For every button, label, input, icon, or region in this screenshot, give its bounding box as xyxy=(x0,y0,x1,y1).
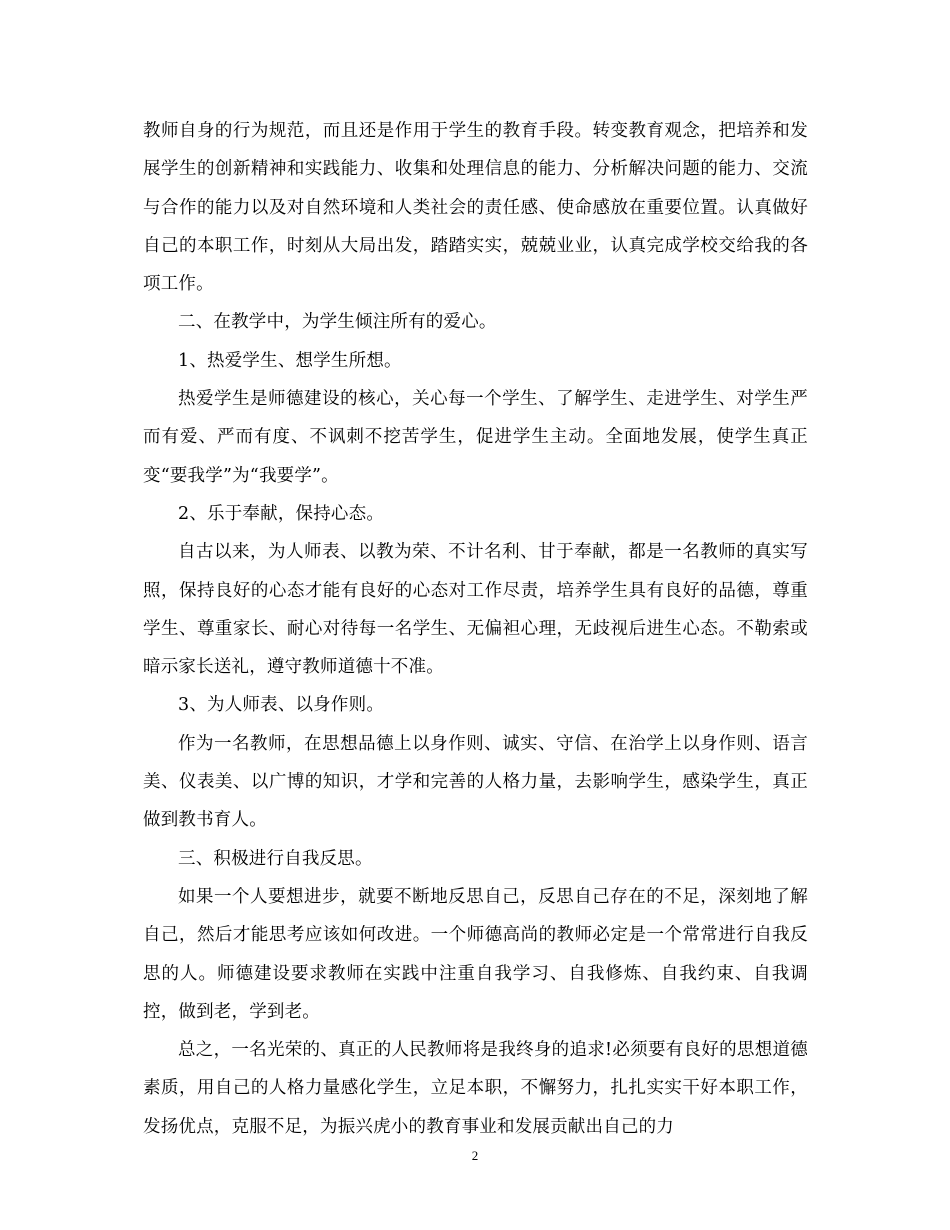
subheading-3: 3、为人师表、以身作则。 xyxy=(178,695,385,716)
paragraph-dedication: 自古以来，为人师表、以教为荣、不计名利、甘于奉献，都是一名教师的真实写照，保持良好的心态才能有良好的心态对工作尽责，培养学生具有良好的品德，尊重学生、尊重家长、耐心对待每一名学生、无偏袒心理，无歧视后进生心态。不勒索或暗示家长送礼，遵守教师道德十不准。 xyxy=(143,542,808,678)
subheading-1: 1、热爱学生、想学生所想。 xyxy=(178,350,402,371)
paragraph-continuation: 教师自身的行为规范，而且还是作用于学生的教育手段。转变教育观念，把培养和发展学生的创新精神和实践能力、收集和处理信息的能力、分析解决问题的能力、交流与合作的能力以及对自然环境和人类社会的责任感、使命感放在重要位置。认真做好自己的本职工作，时刻从大局出发，踏踏实实，兢兢业业，认真完成学校交给我的各项工作。 xyxy=(143,121,808,295)
document-body xyxy=(143,112,808,1146)
paragraph-love-students: 热爱学生是师德建设的核心，关心每一个学生、了解学生、走进学生、对学生严而有爱、严而有度、不讽刺不挖苦学生，促进学生主动。全面地发展，使学生真正变“要我学”为“我要学”。 xyxy=(143,389,808,486)
paragraph-role-model: 作为一名教师，在思想品德上以身作则、诚实、守信、在治学上以身作则、语言美、仪表美、以广博的知识，才学和完善的人格力量，去影响学生，感染学生，真正做到教书育人。 xyxy=(143,733,808,831)
paragraph-conclusion: 总之，一名光荣的、真正的人民教师将是我终身的追求!必须要有良好的思想道德素质，用自己的人格力量感化学生，立足本职，不懈努力，扎扎实实干好本职工作，发扬优点，克服不足，为振兴虎小的教育事业和发展贡献出自己的力 xyxy=(143,1040,808,1137)
section-heading-2: 二、在教学中，为学生倾注所有的爱心。 xyxy=(178,312,497,333)
paragraph-self-reflection: 如果一个人要想进步，就要不断地反思自己，反思自己存在的不足，深刻地了解自己，然后才能思考应该如何改进。一个师德高尚的教师必定是一个常常进行自我反思的人。师德建设要求教师在实践中注重自我学习、自我修炼、自我约束、自我调控，做到老，学到老。 xyxy=(143,886,808,1022)
section-heading-3: 三、积极进行自我反思。 xyxy=(178,848,373,869)
page-number: 2 xyxy=(471,1148,479,1163)
subheading-2: 2、乐于奉献，保持心态。 xyxy=(178,503,385,524)
